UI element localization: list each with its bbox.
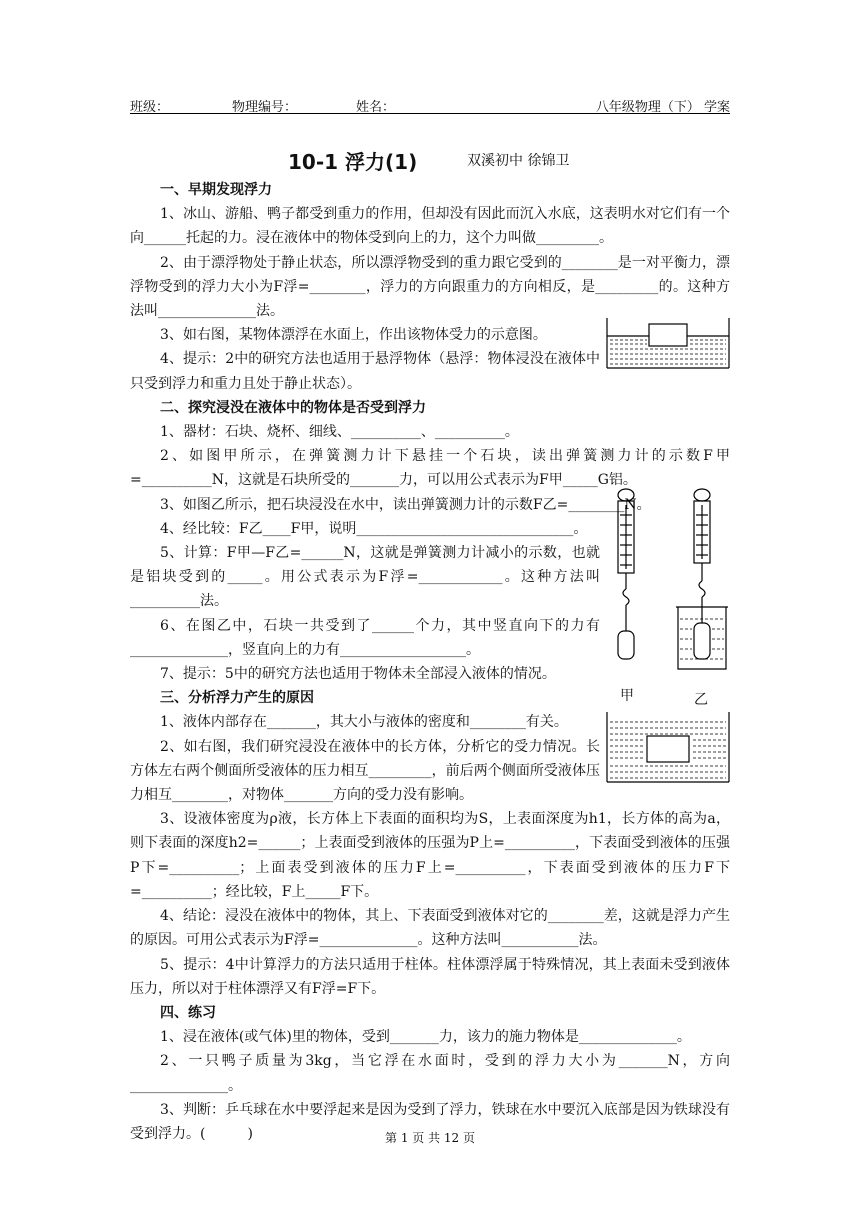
author: 双溪初中 徐锦卫	[467, 153, 570, 169]
header-class: 班级：	[130, 100, 170, 115]
header-name: 姓名：	[356, 100, 396, 115]
s4-paragraph-1: 1、浸在液体(或气体)里的物体，受到_______力，该力的施力物体是______________。	[160, 1029, 691, 1046]
s2-paragraph-6: 6、在图乙中，石块一共受到了______个力，其中竖直向下的力有______________，竖直向上的力有__________________。	[130, 617, 600, 658]
s2-paragraph-7: 7、提示：5中的研究方法也适用于物体未全部浸入液体的情况。	[160, 666, 556, 683]
section-heading-3: 三、分析浮力产生的原因	[160, 690, 314, 707]
s1-paragraph-4: 4、提示：2中的研究方法也适用于悬浮物体（悬浮：物体浸没在液体中只受到浮力和重力且处于静止状态）。	[130, 351, 600, 392]
submerged-block-figure	[605, 712, 731, 784]
s2-paragraph-5: 5、计算：F甲—F乙=______N，这就是弹簧测力计减小的示数，也就是铝块受到的_____。用公式表示为F浮=____________。这种方法叫__________法。	[130, 545, 600, 610]
s1-paragraph-1: 1、冰山、游船、鸭子都受到重力的作用，但却没有因此而沉入水底，这表明水对它们有一个向______托起的力。浸在液体中的物体受到向上的力，这个力叫做_________。	[130, 206, 730, 247]
header-course: 八年级物理（下） 学案	[595, 100, 730, 115]
s2-paragraph-1: 1、器材：石块、烧杯、细线、__________、__________。	[160, 424, 519, 441]
section-heading-2: 二、探究浸没在液体中的物体是否受到浮力	[160, 399, 426, 416]
section-heading-1: 一、早期发现浮力	[160, 182, 272, 198]
figure-label-jia: 甲	[620, 688, 634, 704]
s2-paragraph-2: 2、如图甲所示，在弹簧测力计下悬挂一个石块，读出弹簧测力计的示数F甲=__________N，这就是石块所受的_______力，可以用公式表示为F甲_____G铝。	[130, 448, 730, 489]
s2-paragraph-4: 4、经比较：F乙____F甲，说明_______________________________。	[160, 520, 588, 537]
s2-paragraph-3: 3、如图乙所示，把石块浸没在水中，读出弹簧测力计的示数F乙=________N。	[160, 496, 651, 513]
page-footer: 第 1 页 共 12 页	[385, 1131, 475, 1145]
s3-paragraph-1: 1、液体内部存在_______，其大小与液体的密度和________有关。	[160, 714, 568, 731]
spring-scale-figures	[600, 485, 732, 675]
page-title: 10-1 浮力(1)	[288, 150, 418, 174]
s3-paragraph-2: 2、如右图，我们研究浸没在液体中的长方体，分析它的受力情况。长方体左右两个侧面所受液体的压力相互_________，前后两个侧面所受液体压力相互________，对物体_______方向的受力没有影响。	[130, 738, 600, 804]
figure-label-yi: 乙	[694, 692, 708, 708]
header-code: 物理编号：	[232, 100, 298, 115]
floating-object-figure	[605, 318, 731, 370]
s4-paragraph-3: 3、判断：乒乓球在水中要浮起来是因为受到了浮力，铁球在水中要沉入底部是因为铁球没有受到浮力。( )	[130, 1101, 730, 1142]
s1-paragraph-3: 3、如右图，某物体漂浮在水面上，作出该物体受力的示意图。	[160, 327, 547, 344]
section-heading-4: 四、练习	[160, 1004, 216, 1021]
s1-paragraph-2: 2、由于漂浮物处于静止状态，所以漂浮物受到的重力跟它受到的________是一对平衡力，漂浮物受到的浮力大小为F浮=________，浮力的方向跟重力的方向相反，是_________的。这种方法叫______________法。	[130, 254, 730, 320]
s3-paragraph-3: 3、设液体密度为ρ液，长方体上下表面的面积均为S，上表面深度为h1，长方体的高为a，则下表面的深度h2=______；上表面受到液体的压强为P上=__________，下表面受到液体的压强P下=__________；上面表受到液体的压力F上=__________，下表面受到液体的压力F下=__________；经比较，F上_____F下。	[130, 811, 730, 900]
header-rule	[130, 113, 730, 114]
s4-paragraph-2: 2、一只鸭子质量为3kg，当它浮在水面时，受到的浮力大小为_______N，方向______________。	[130, 1053, 730, 1094]
s3-paragraph-4: 4、结论：浸没在液体中的物体，其上、下表面受到液体对它的________差，这就是浮力产生的原因。可用公式表示为F浮=______________。这种方法叫___________法。	[130, 908, 730, 949]
s3-paragraph-5: 5、提示：4中计算浮力的方法只适用于柱体。柱体漂浮属于特殊情况，其上表面未受到液体压力，所以对于柱体漂浮又有F浮=F下。	[130, 956, 730, 997]
